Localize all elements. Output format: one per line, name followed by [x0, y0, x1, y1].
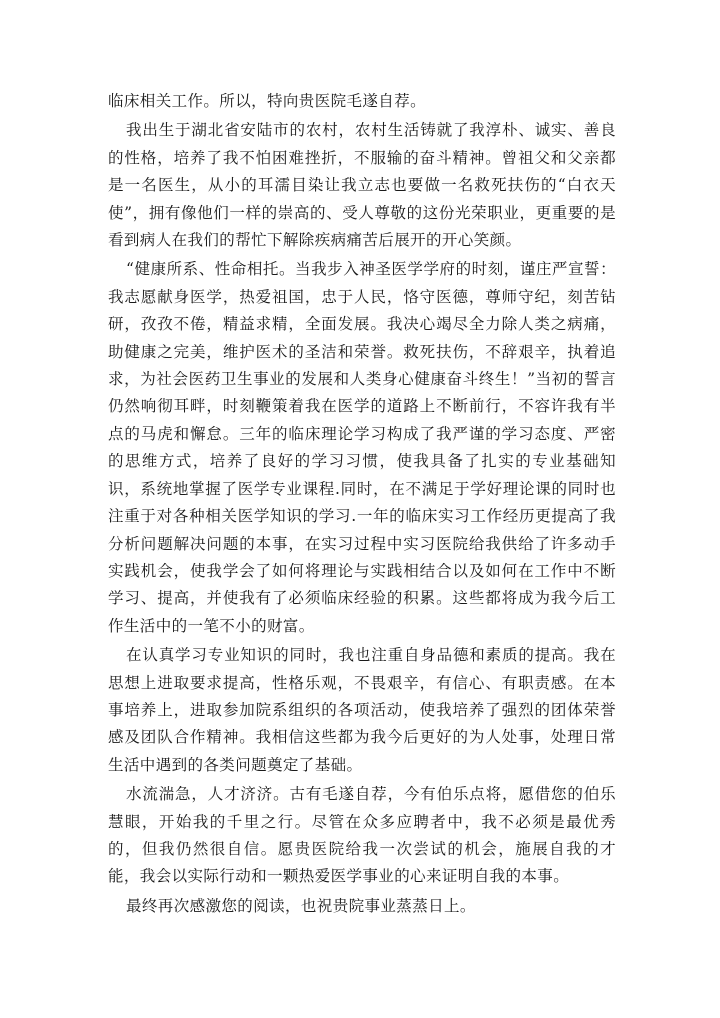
paragraph-5: 水流湍急，人才济济。古有毛遂自荐，今有伯乐点将，愿借您的伯乐慧眼，开始我的千里之行。尽管在众多应聘者中，我不必须是最优秀的，但我仍然很自信。愿贵医院给我一次尝试的机会，施展自我的才能，我会以实际行动和一颗热爱医学事业的心来证明自我的本事。: [108, 785, 616, 886]
paragraph-4: 在认真学习专业知识的同时，我也注重自身品德和素质的提高。我在思想上进取要求提高，性格乐观，不畏艰辛，有信心、有职责感。在本事培养上，进取参加院系组织的各项活动，使我培养了强烈的团体荣誉感及团队合作精神。我相信这些都为我今后更好的为人处事，处理日常生活中遇到的各类问题奠定了基础。: [108, 646, 616, 774]
document-body: [108, 88, 616, 922]
paragraph-6: 最终再次感激您的阅读，也祝贵院事业蒸蒸日上。: [126, 896, 476, 915]
paragraph-1: 临床相关工作。所以，特向贵医院毛遂自荐。: [108, 92, 427, 110]
paragraph-2: 我出生于湖北省安陆市的农村，农村生活铸就了我淳朴、诚实、善良的性格，培养了我不怕困难挫折，不服输的奋斗精神。曾祖父和父亲都是一名医生，从小的耳濡目染让我立志也要做一名救死扶伤的“白衣天使”，拥有像他们一样的崇高的、受人尊敬的这份光荣职业，更重要的是看到病人在我们的帮忙下解除疾病痛苦后展开的开心笑颜。: [108, 121, 616, 250]
paragraph-3: “健康所系、性命相托。当我步入神圣医学学府的时刻，谨庄严宣誓：我志愿献身医学，热爱祖国，忠于人民，恪守医德，尊师守纪，刻苦钻研，孜孜不倦，精益求精，全面发展。我决心竭尽全力除人类之病痛，助健康之完美，维护医术的圣洁和荣誉。救死扶伤，不辞艰辛，执着追求，为社会医药卫生事业的发展和人类身心健康奋斗终生！”当初的誓言仍然响彻耳畔，时刻鞭策着我在医学的道路上不断前行，不容许我有半点的马虎和懈怠。三年的临床理论学习构成了我严谨的学习态度、严密的思维方式，培养了良好的学习习惯，使我具备了扎实的专业基础知识，系统地掌握了医学专业课程.同时，在不满足于学好理论课的同时也注重于对各种相关医学知识的学习.一年的临床实习工作经历更提高了我分析问题解决问题的本事，在实习过程中实习医院给我供给了许多动手实践机会，使我学会了如何将理论与实践相结合以及如何在工作中不断学习、提高，并使我有了必须临床经验的积累。这些都将成为我今后工作生活中的一笔不小的财富。: [108, 260, 616, 635]
